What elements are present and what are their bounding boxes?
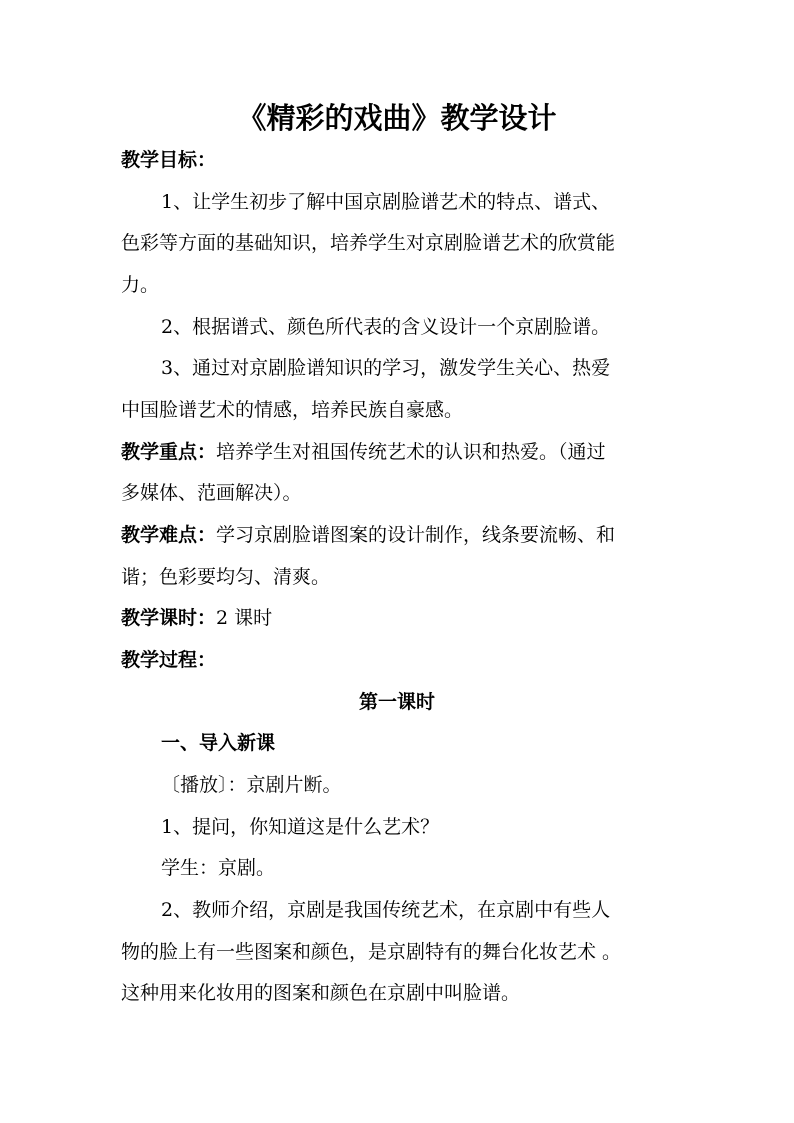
intro-line-1: 2、教师介绍，京剧是我国传统艺术，在京剧中有些人 bbox=[161, 899, 611, 921]
key-point-label: 教学重点： bbox=[121, 441, 217, 463]
goal-3-line-2: 中国脸谱艺术的情感，培养民族自豪感。 bbox=[121, 399, 464, 421]
goal-2: 2、根据谱式、颜色所代表的含义设计一个京剧脸谱。 bbox=[161, 316, 611, 338]
intro-line-2: 物的脸上有一些图案和颜色，是京剧特有的舞台化妆艺术 。 bbox=[121, 941, 622, 963]
intro-line-3: 这种用来化妆用的图案和颜色在京剧中叫脸谱。 bbox=[121, 982, 521, 1004]
goal-1-line-1: 1、让学生初步了解中国京剧脸谱艺术的特点、谱式、 bbox=[161, 191, 611, 213]
document-title: 《精彩的戏曲》教学设计 bbox=[237, 101, 557, 135]
goal-3-line-1: 3、通过对京剧脸谱知识的学习，激发学生关心、热爱 bbox=[161, 357, 611, 379]
key-point-text: 培养学生对祖国传统艺术的认识和热爱。（通过 bbox=[216, 441, 606, 463]
process-heading: 教学过程： bbox=[121, 649, 217, 671]
difficulty-text: 学习京剧脸谱图案的设计制作，线条要流畅、和 bbox=[216, 524, 616, 546]
goal-1-line-3: 力。 bbox=[121, 274, 160, 296]
key-point-line-2: 多媒体、范画解决）。 bbox=[121, 482, 302, 504]
difficulty-line-1 bbox=[121, 521, 615, 549]
question-1: 1、提问，你知道这是什么艺术？ bbox=[161, 816, 440, 838]
difficulty-label: 教学难点： bbox=[121, 524, 217, 546]
difficulty-line-2: 谐；色彩要均匀、清爽。 bbox=[121, 566, 331, 588]
play-line: 〔播放〕：京剧片断。 bbox=[161, 774, 342, 796]
hours-label: 教学课时： bbox=[121, 607, 217, 629]
goal-1-line-2: 色彩等方面的基础知识，培养学生对京剧脸谱艺术的欣赏能 bbox=[121, 232, 616, 254]
goals-heading: 教学目标： bbox=[121, 149, 217, 171]
hours-text: 2 课时 bbox=[216, 607, 273, 629]
student-answer: 学生：京剧。 bbox=[161, 857, 276, 879]
hours-line bbox=[121, 604, 272, 632]
key-point-line-1 bbox=[121, 438, 606, 466]
section-1-title: 一、导入新课 bbox=[161, 732, 276, 754]
lesson-title: 第一课时 bbox=[358, 691, 435, 713]
